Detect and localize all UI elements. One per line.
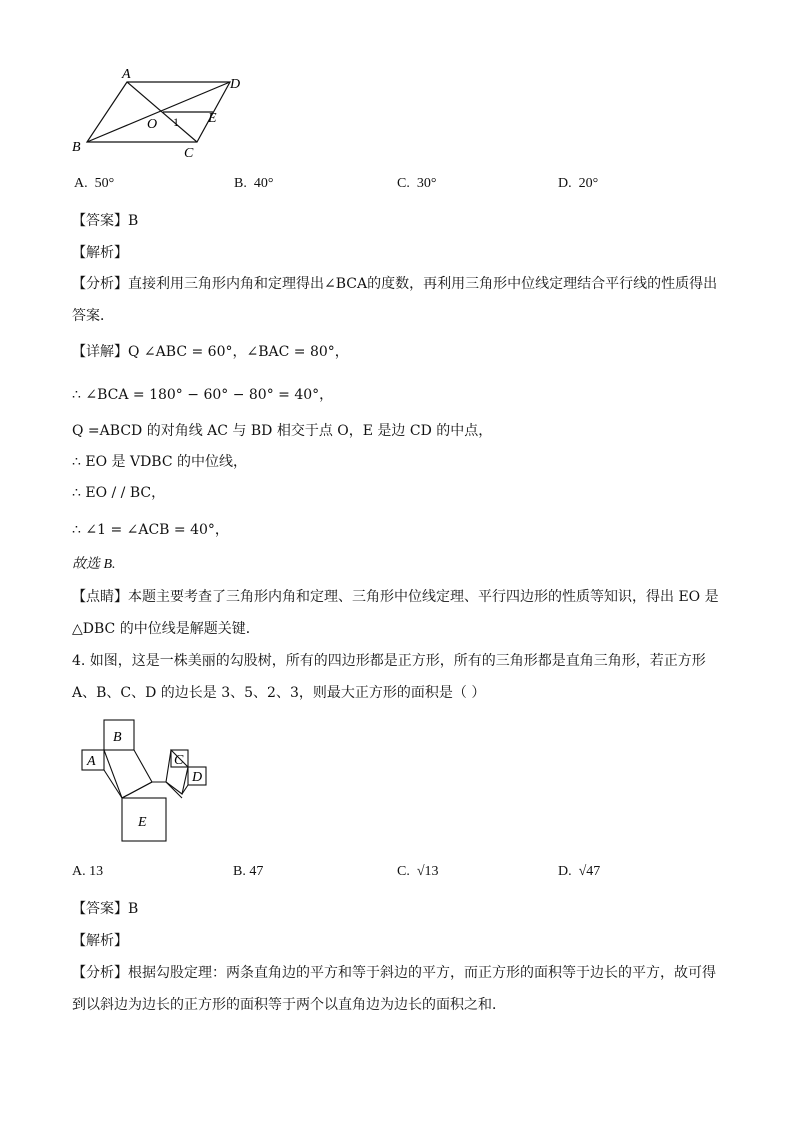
q4-stem-line-1: 4. 如图，这是一株美丽的勾股树，所有的四边形都是正方形，所有的三角形都是直角三角形，若正方形	[72, 653, 706, 669]
option-letter: C.	[397, 176, 410, 191]
label-d: D	[230, 77, 241, 92]
option-letter: D.	[558, 864, 572, 879]
option-letter: B.	[234, 176, 247, 191]
q4-option-b	[233, 864, 263, 880]
label-d: D	[192, 770, 203, 785]
q3-xiangjie-line-4: ∴ EO 是 VDBC 的中位线，	[72, 454, 247, 470]
label-e: E	[208, 111, 217, 126]
option-letter: A.	[72, 864, 86, 879]
label-b: B	[72, 140, 81, 155]
q3-answer: 【答案】B	[72, 213, 139, 229]
option-value: 47	[249, 864, 264, 879]
option-value: 40°	[253, 176, 274, 191]
q3-dianjing-line-1: 【点睛】本题主要考查了三角形内角和定理、三角形中位线定理、平行四边形的性质等知识，得出 EO 是	[72, 589, 719, 605]
label-o: O	[147, 117, 158, 132]
parallelogram-figure	[70, 62, 260, 162]
q3-dianjing-line-2: △DBC 的中位线是解题关键．	[72, 621, 260, 637]
option-letter: B.	[233, 864, 246, 879]
option-value: 50°	[94, 176, 115, 191]
label-b: B	[113, 730, 122, 745]
q4-option-d	[558, 864, 600, 880]
option-value: 20°	[578, 176, 599, 191]
q4-option-a	[72, 864, 103, 880]
label-c: C	[174, 753, 184, 768]
q3-xiangjie-line-3: Q =ABCD 的对角线 AC 与 BD 相交于点 O，E 是边 CD 的中点，	[72, 423, 493, 439]
q4-answer: 【答案】B	[72, 901, 139, 917]
square-left-middle	[104, 750, 152, 798]
option-letter: D.	[558, 176, 572, 191]
label-c: C	[184, 146, 194, 161]
label-e: E	[138, 815, 147, 830]
q3-xiangjie-line-6: ∴ ∠1 = ∠ACB = 40°，	[72, 522, 229, 538]
label-angle-1: 1	[173, 115, 179, 129]
pythagorean-tree-figure	[78, 718, 218, 846]
q3-fenxi-line-2: 答案．	[72, 308, 114, 324]
q3-option-a	[74, 176, 114, 192]
q3-xiangjie-line-1: 【详解】Q ∠ABC = 60°，∠BAC = 80°，	[72, 344, 349, 360]
label-a: A	[122, 67, 131, 82]
option-value: √47	[578, 864, 601, 879]
label-a: A	[87, 754, 96, 769]
q3-fenxi-line-1: 【分析】直接利用三角形内角和定理得出∠BCA的度数，再利用三角形中位线定理结合平行线的性质得出	[72, 276, 718, 292]
q3-option-b	[234, 176, 273, 192]
option-letter: C.	[397, 864, 410, 879]
q4-fenxi-line-2: 到以斜边为边长的正方形的面积等于两个以直角边为边长的面积之和．	[72, 997, 506, 1013]
option-value: √13	[416, 864, 439, 879]
q4-option-c	[397, 864, 439, 880]
upper-triangle	[122, 782, 182, 798]
q4-fenxi-line-1: 【分析】根据勾股定理：两条直角边的平方和等于斜边的平方，而正方形的面积等于边长的平方，故可得	[72, 965, 716, 981]
q3-analysis-title: 【解析】	[72, 245, 128, 261]
q4-stem-line-2: A、B、C、D 的边长是 3、5、2、3，则最大正方形的面积是（ ）	[72, 685, 486, 701]
option-value: 30°	[416, 176, 437, 191]
q4-analysis-title: 【解析】	[72, 933, 128, 949]
q3-option-d	[558, 176, 598, 192]
q3-xiangjie-line-7: 故选 B.	[72, 557, 116, 572]
option-letter: A.	[74, 176, 88, 191]
q3-xiangjie-line-2: ∴ ∠BCA = 180° − 60° − 80° = 40°，	[72, 387, 334, 403]
option-value: 13	[89, 864, 104, 879]
q3-option-c	[397, 176, 436, 192]
q3-xiangjie-line-5: ∴ EO / / BC，	[72, 485, 166, 501]
